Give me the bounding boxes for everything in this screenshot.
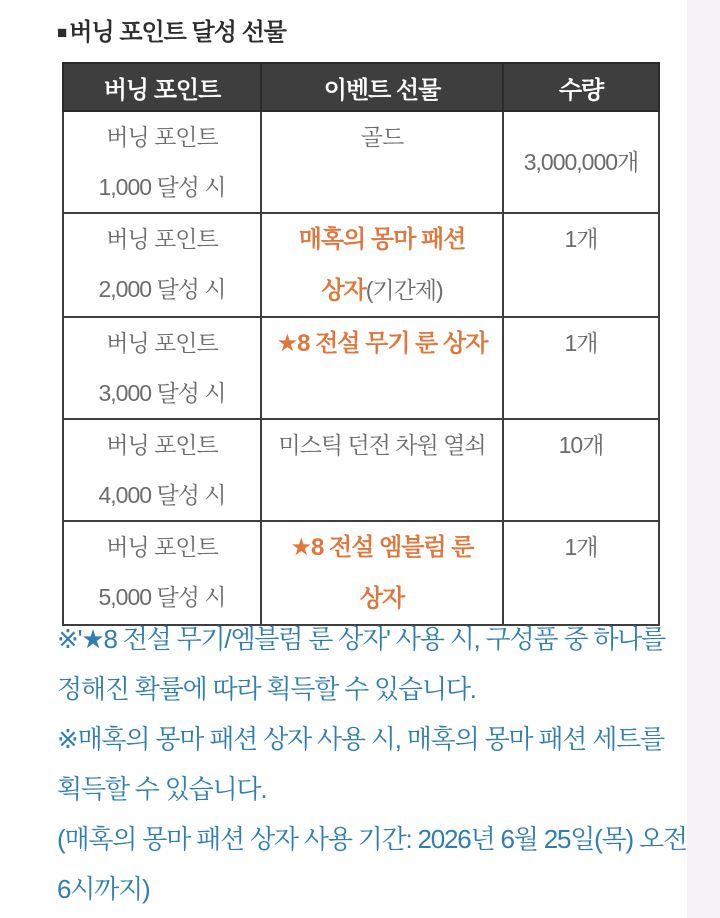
footnote-line: 6시까지)	[57, 874, 150, 904]
event-gift-cell	[261, 317, 503, 419]
page-title-text: 버닝 포인트 달성 선물	[69, 19, 286, 46]
burning-point-line: 버닝 포인트	[106, 226, 218, 252]
event-gift-line	[262, 420, 502, 470]
table-row	[63, 213, 659, 317]
quantity-cell: 1개	[503, 521, 659, 625]
gift-name-highlighted: 상자	[359, 585, 405, 612]
gift-name-text: 골드	[360, 124, 404, 150]
footnote-line: 정해진 확률에 따라 획득할 수 있습니다.	[57, 674, 476, 704]
gift-name-text: 미스틱 던전 차원 열쇠	[278, 432, 486, 458]
event-gift-cell	[261, 521, 503, 625]
event-gift-line	[262, 522, 502, 573]
footnote-line: 획득할 수 있습니다.	[57, 774, 267, 804]
burning-point-cell	[63, 419, 261, 521]
right-gutter	[687, 0, 720, 918]
column-header-event-gift: 이벤트 선물	[261, 63, 503, 111]
event-gift-cell	[261, 213, 503, 317]
burning-point-cell	[63, 111, 261, 213]
footnote-line: ※'★8 전설 무기/엠블럼 룬 상자' 사용 시, 구성품 중 하나를	[57, 624, 666, 654]
burning-point-cell	[63, 521, 261, 625]
burning-point-line: 4,000 달성 시	[98, 482, 226, 508]
event-gift-line	[262, 112, 502, 162]
page-title	[57, 12, 286, 47]
burning-point-line: 버닝 포인트	[106, 124, 218, 150]
table-row	[63, 317, 659, 419]
burning-point-line: 버닝 포인트	[106, 330, 218, 356]
gift-name-highlighted: 상자	[321, 277, 366, 304]
event-gift-cell	[261, 111, 503, 213]
burning-point-line: 1,000 달성 시	[98, 174, 226, 200]
burning-point-gift-table	[62, 62, 660, 626]
burning-point-line: 버닝 포인트	[106, 432, 218, 458]
event-gift-line	[262, 265, 502, 316]
table-body	[63, 111, 659, 625]
event-gift-line	[262, 318, 502, 369]
gift-name-highlighted: 매혹의 몽마 패션	[298, 226, 466, 253]
table-row	[63, 111, 659, 213]
column-header-burning-point: 버닝 포인트	[63, 63, 261, 111]
table-header	[63, 63, 659, 111]
bullet-square-icon: ■	[57, 23, 67, 42]
footnote-line: (매혹의 몽마 패션 상자 사용 기간: 2026년 6월 25일(목) 오전	[57, 824, 687, 854]
burning-point-line: 3,000 달성 시	[98, 380, 226, 406]
gift-name-highlighted: ★8 전설 엠블럼 룬	[290, 534, 474, 561]
column-header-quantity: 수량	[503, 63, 659, 111]
table-row	[63, 419, 659, 521]
gift-name-highlighted: ★8 전설 무기 룬 상자	[276, 330, 488, 357]
burning-point-line: 버닝 포인트	[106, 534, 218, 560]
footnotes	[57, 614, 687, 914]
quantity-cell: 1개	[503, 317, 659, 419]
burning-point-line: 5,000 달성 시	[98, 584, 226, 610]
burning-point-line: 2,000 달성 시	[98, 276, 226, 302]
event-gift-line	[262, 214, 502, 265]
footnote-line: ※매혹의 몽마 패션 상자 사용 시, 매혹의 몽마 패션 세트를	[57, 724, 664, 754]
table-header-row	[63, 63, 659, 111]
quantity-cell: 10개	[503, 419, 659, 521]
burning-point-cell	[63, 213, 261, 317]
table-row	[63, 521, 659, 625]
gift-name-text: (기간제)	[365, 277, 443, 303]
quantity-cell: 1개	[503, 213, 659, 317]
burning-point-cell	[63, 317, 261, 419]
quantity-cell: 3,000,000개	[503, 111, 659, 213]
event-gift-cell	[261, 419, 503, 521]
